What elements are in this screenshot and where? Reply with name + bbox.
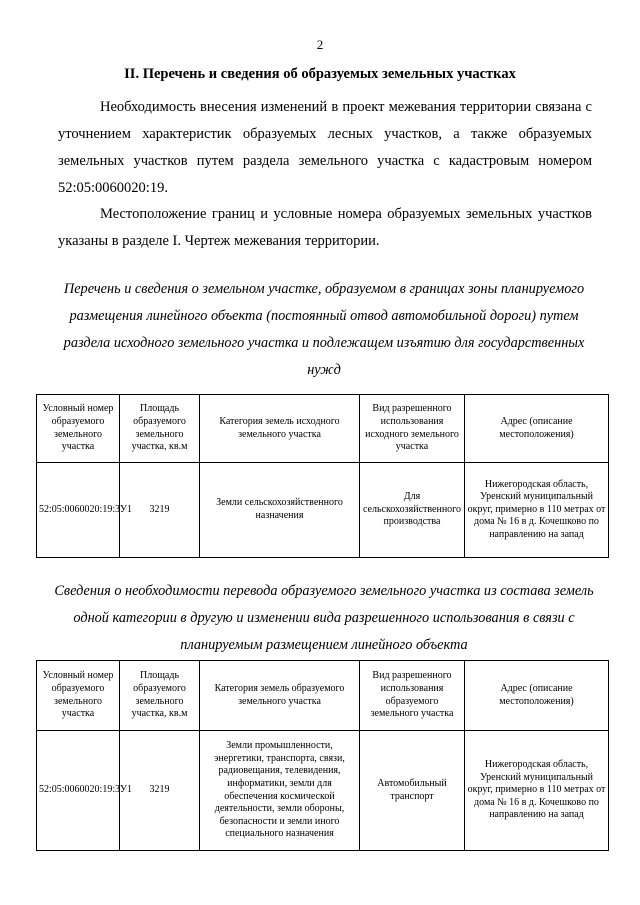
table2-caption: Сведения о необходимости перевода образуемого земельного участка из состава земель одной категории в другую и изменении вида разрешенного использования в связи с планируемым размещением линейного объекта [54, 583, 594, 653]
cell-land-category: Земли промышленности, энергетики, транспорта, связи, радиовещания, телевидения, информатики, земли для обеспечения космической деятельности, земли обороны, безопасности и земли иного специального назначения [200, 731, 360, 851]
header-plot-number: Условный номер образуемого земельного участка [37, 395, 120, 463]
header-address: Адрес (описание местоположения) [465, 661, 609, 731]
cell-plot-number: 52:05:0060020:19:ЗУ1 [37, 731, 120, 851]
header-area: Площадь образуемого земельного участка, кв.м [120, 395, 200, 463]
header-permitted-use: Вид разрешенного использования образуемого земельного участка [360, 661, 465, 731]
header-permitted-use: Вид разрешенного использования исходного земельного участка [360, 395, 465, 463]
header-land-category: Категория земель образуемого земельного участка [200, 661, 360, 731]
page-number: 2 [316, 37, 324, 52]
table-header-row [37, 395, 609, 463]
header-address: Адрес (описание местоположения) [465, 395, 609, 463]
cell-permitted-use: Автомобильный транспорт [360, 731, 465, 851]
cell-permitted-use: Для сельскохозяйственного производства [360, 463, 465, 558]
header-plot-number: Условный номер образуемого земельного участка [37, 661, 120, 731]
table-row [37, 463, 609, 558]
cell-address: Нижегородская область, Уренский муниципальный округ, примерно в 110 метрах от дома № 16 в д. Кочешково по направлению на запад [465, 463, 609, 558]
table-row [37, 731, 609, 851]
cell-area: 3219 [120, 731, 200, 851]
paragraph-necessity: Необходимость внесения изменений в проект межевания территории связана с уточнением характеристик образуемых лесных участков, а также образуемых земельных участков путем раздела земельного участка с кадастровым номером 52:05:0060020:19. [58, 99, 592, 196]
header-land-category: Категория земель исходного земельного участка [200, 395, 360, 463]
header-area: Площадь образуемого земельного участка, кв.м [120, 661, 200, 731]
cell-area: 3219 [120, 463, 200, 558]
land-plot-list-table [36, 394, 609, 558]
table1-caption: Перечень и сведения о земельном участке, образуемом в границах зоны планируемого размещения линейного объекта (постоянный отвод автомобильной дороги) путем раздела исходного земельного участка и подлежащем изъятию для государственных нужд [63, 281, 585, 378]
cell-plot-number: 52:05:0060020:19:ЗУ1 [37, 463, 120, 558]
cell-land-category: Земли сельскохозяйственного назначения [200, 463, 360, 558]
table-header-row [37, 661, 609, 731]
category-transfer-table [36, 660, 609, 851]
section-heading: II. Перечень и сведения об образуемых земельных участках [124, 66, 516, 82]
paragraph-location: Местоположение границ и условные номера образуемых земельных участков указаны в разделе I. Чертеж межевания территории. [58, 206, 592, 249]
cell-address: Нижегородская область, Уренский муниципальный округ, примерно в 110 метрах от дома № 16 в д. Кочешково по направлению на запад [465, 731, 609, 851]
